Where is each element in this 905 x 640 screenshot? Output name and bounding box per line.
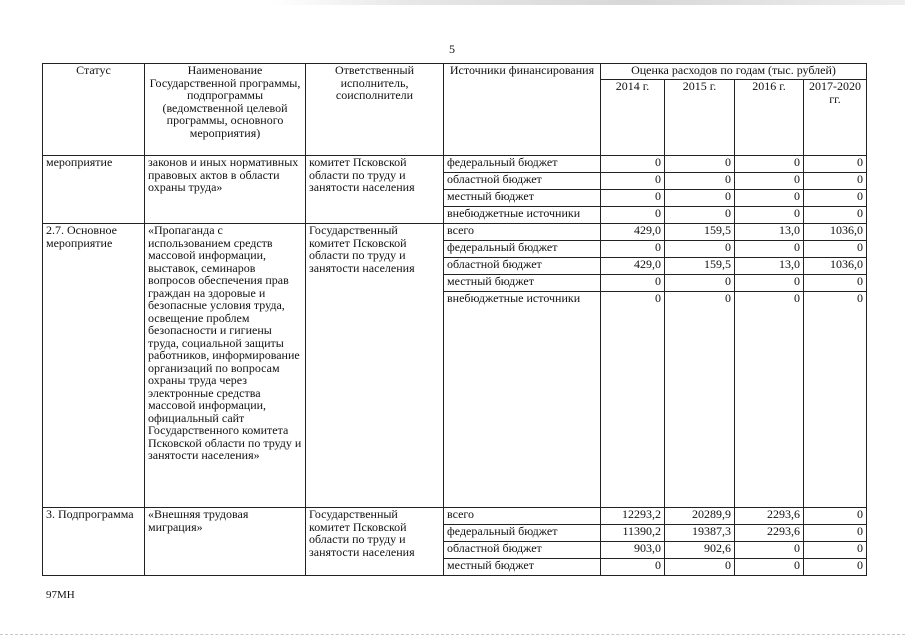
header-estimate: Оценка расходов по годам (тыс. рублей) (601, 64, 867, 80)
value-cell: 2293,6 (735, 525, 804, 542)
scan-edge-bottom (0, 634, 905, 637)
row-status: 3. Подпрограмма (43, 508, 145, 576)
header-year: 2014 г. (601, 80, 665, 156)
row-status: 2.7. Основное мероприятие (43, 224, 145, 508)
scan-edge-top (0, 0, 905, 5)
value-cell: 0 (735, 275, 804, 292)
value-cell: 0 (804, 275, 867, 292)
source-cell: федеральный бюджет (444, 156, 601, 173)
row-executor: Государственный комитет Псковской области по труду и занятости населения (306, 224, 444, 508)
value-cell: 0 (665, 207, 735, 224)
value-cell: 0 (804, 241, 867, 258)
value-cell: 159,5 (665, 258, 735, 275)
value-cell: 0 (804, 559, 867, 576)
row-executor: комитет Псковской области по труду и занятости населения (306, 156, 444, 224)
header-year: 2017-2020 гг. (804, 80, 867, 156)
source-cell: местный бюджет (444, 559, 601, 576)
value-cell: 0 (665, 173, 735, 190)
value-cell: 0 (601, 173, 665, 190)
value-cell: 0 (665, 190, 735, 207)
source-cell: федеральный бюджет (444, 525, 601, 542)
header-name: Наименование Государственной программы, подпрограммы (ведомственной целевой программы, основного мероприятия) (145, 64, 306, 156)
source-cell: местный бюджет (444, 275, 601, 292)
value-cell: 429,0 (601, 224, 665, 241)
source-cell: областной бюджет (444, 258, 601, 275)
value-cell: 0 (804, 542, 867, 559)
value-cell: 0 (601, 559, 665, 576)
value-cell: 0 (735, 542, 804, 559)
value-cell: 0 (804, 190, 867, 207)
value-cell: 0 (804, 173, 867, 190)
value-cell: 0 (665, 292, 735, 508)
source-cell: областной бюджет (444, 173, 601, 190)
source-cell: всего (444, 508, 601, 525)
row-executor: Государственный комитет Псковской области по труду и занятости населения (306, 508, 444, 576)
header-sources: Источники финансирования (444, 64, 601, 156)
row-name: законов и иных нормативных правовых актов в области охраны труда» (145, 156, 306, 224)
value-cell: 0 (735, 190, 804, 207)
value-cell: 0 (804, 156, 867, 173)
header-year: 2016 г. (735, 80, 804, 156)
value-cell: 0 (665, 156, 735, 173)
value-cell: 0 (804, 525, 867, 542)
value-cell: 903,0 (601, 542, 665, 559)
value-cell: 0 (665, 241, 735, 258)
source-cell: областной бюджет (444, 542, 601, 559)
value-cell: 13,0 (735, 258, 804, 275)
value-cell: 0 (735, 559, 804, 576)
value-cell: 0 (735, 207, 804, 224)
value-cell: 0 (601, 190, 665, 207)
value-cell: 13,0 (735, 224, 804, 241)
footer-code: 97МН (46, 589, 75, 601)
value-cell: 2293,6 (735, 508, 804, 525)
value-cell: 0 (804, 207, 867, 224)
source-cell: внебюджетные источники (444, 207, 601, 224)
value-cell: 20289,9 (665, 508, 735, 525)
source-cell: федеральный бюджет (444, 241, 601, 258)
value-cell: 0 (601, 156, 665, 173)
value-cell: 0 (601, 207, 665, 224)
row-name: «Внешняя трудовая миграция» (145, 508, 306, 576)
header-status: Статус (43, 64, 145, 156)
value-cell: 429,0 (601, 258, 665, 275)
value-cell: 0 (735, 241, 804, 258)
source-cell: внебюджетные источники (444, 292, 601, 508)
source-cell: местный бюджет (444, 190, 601, 207)
value-cell: 0 (804, 292, 867, 508)
value-cell: 0 (735, 292, 804, 508)
value-cell: 19387,3 (665, 525, 735, 542)
value-cell: 0 (601, 241, 665, 258)
budget-table (42, 63, 867, 576)
page-number: 5 (449, 42, 455, 56)
value-cell: 1036,0 (804, 258, 867, 275)
source-cell: всего (444, 224, 601, 241)
value-cell: 0 (665, 275, 735, 292)
value-cell: 0 (665, 559, 735, 576)
value-cell: 0 (601, 292, 665, 508)
row-name: «Пропаганда с использованием средств массовой информации, выставок, семинаров вопросов обеспечения прав граждан на здоровые и безопасные условия труда, освещение проблем безопасности и гигиены труда, социальной защиты работников, информирование организаций по вопросам охраны труда через электронные средства массовой информации, официальный сайт Государственного комитета Псковской области по труду и занятости населения» (145, 224, 306, 508)
value-cell: 0 (804, 508, 867, 525)
value-cell: 0 (735, 156, 804, 173)
value-cell: 1036,0 (804, 224, 867, 241)
header-year: 2015 г. (665, 80, 735, 156)
row-status: мероприятие (43, 156, 145, 224)
value-cell: 0 (601, 275, 665, 292)
value-cell: 11390,2 (601, 525, 665, 542)
value-cell: 902,6 (665, 542, 735, 559)
header-executor: Ответственный исполнитель, соисполнители (306, 64, 444, 156)
value-cell: 159,5 (665, 224, 735, 241)
value-cell: 0 (735, 173, 804, 190)
value-cell: 12293,2 (601, 508, 665, 525)
